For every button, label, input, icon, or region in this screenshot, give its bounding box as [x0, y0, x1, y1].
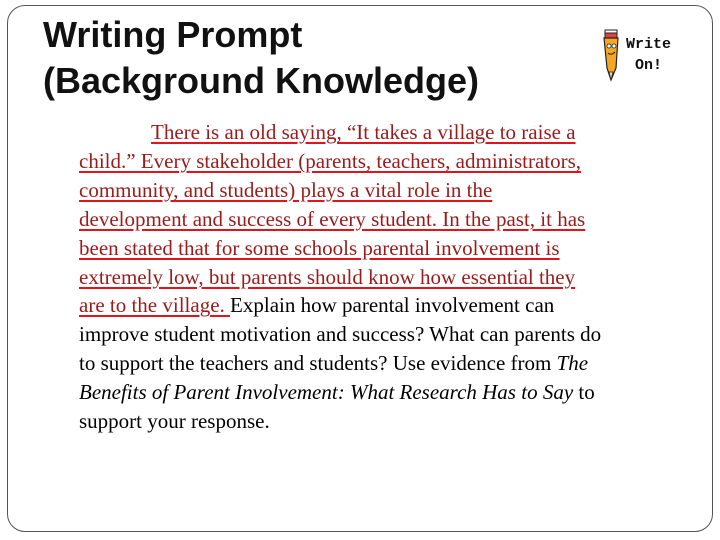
- prompt-line: [79, 320, 709, 349]
- prompt-text: support your response.: [79, 409, 270, 434]
- highlighted-text: been stated that for some schools parental involvement is: [79, 235, 560, 260]
- highlighted-text: extremely low, but parents should know how essential they: [79, 264, 576, 289]
- pencil-character-icon: [600, 28, 624, 84]
- italic-title-text: The: [556, 351, 589, 376]
- prompt-line: [79, 147, 709, 176]
- highlighted-text: are to the village.: [79, 293, 231, 318]
- logo-line-1: Write: [626, 36, 672, 53]
- prompt-line: [79, 176, 709, 205]
- logo-text: [626, 34, 671, 76]
- prompt-line: [79, 263, 709, 292]
- title-line-1: Writing Prompt: [43, 14, 303, 55]
- highlighted-text: child.” Every stakeholder (parents, teachers, administrators,: [79, 148, 582, 173]
- prompt-line: [79, 118, 709, 147]
- prompt-line: [79, 234, 709, 263]
- italic-title-text: Benefits of Parent Involvement: What Research Has to Say: [79, 380, 574, 405]
- highlighted-text: There is an old saying, “It takes a village to raise a: [151, 120, 576, 144]
- prompt-text: to support the teachers and students? Use evidence from: [79, 351, 557, 376]
- highlighted-text: development and success of every student. In the past, it has: [79, 206, 586, 231]
- logo-line-2: On!: [635, 57, 663, 74]
- prompt-line: [79, 378, 709, 407]
- prompt-line: [79, 291, 709, 320]
- slide-title: [43, 12, 479, 104]
- write-on-logo: [600, 28, 690, 84]
- highlighted-text: community, and students) plays a vital role in the: [79, 177, 493, 202]
- prompt-line: [79, 349, 709, 378]
- prompt-text: Explain how parental involvement can: [230, 293, 555, 318]
- prompt-line: [79, 205, 709, 234]
- prompt-text: improve student motivation and success? What can parents do: [79, 322, 602, 347]
- prompt-text: to: [573, 380, 595, 405]
- prompt-line: [79, 407, 709, 436]
- title-line-2: (Background Knowledge): [43, 60, 480, 101]
- writing-prompt-text: [79, 118, 709, 436]
